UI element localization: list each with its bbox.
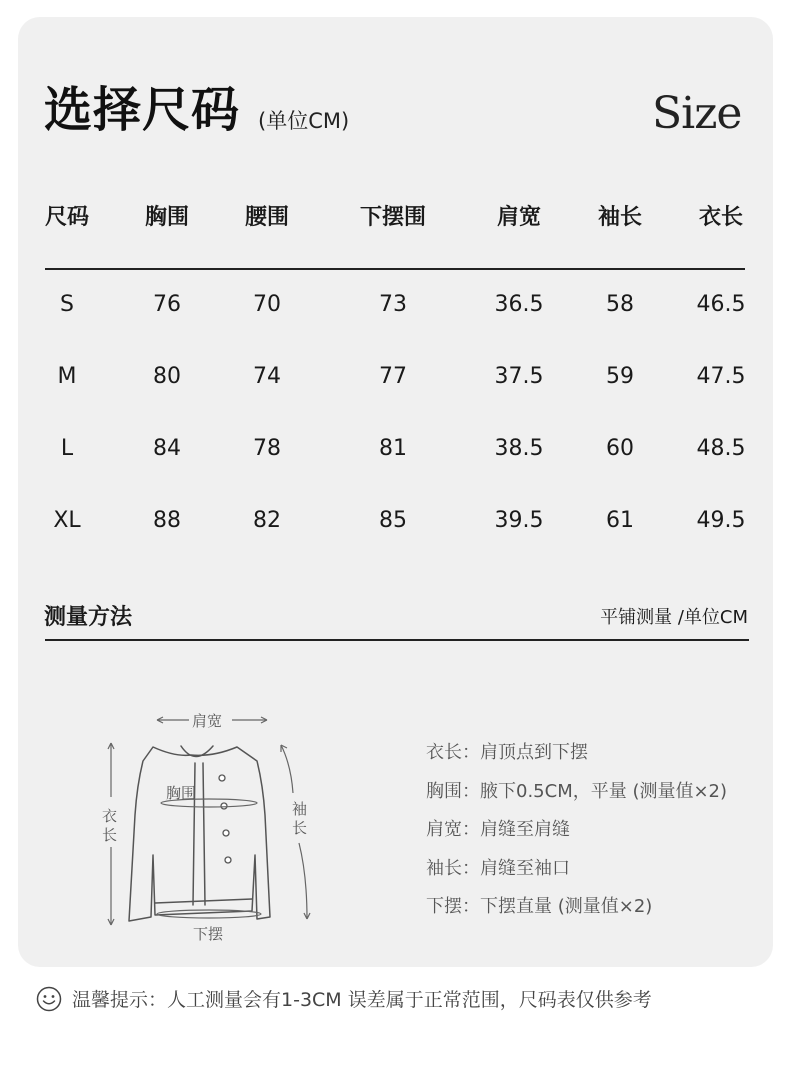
table-cell: 49.5	[696, 508, 746, 533]
col-header-size: 尺码	[44, 205, 90, 230]
table-cell: 70	[253, 292, 281, 317]
diagram-label-hem: 下摆	[193, 925, 224, 943]
method-rule	[45, 639, 749, 641]
definition-label: 袖长：	[426, 857, 480, 879]
table-cell: 37.5	[494, 364, 544, 389]
table-cell: 58	[606, 292, 634, 317]
method-unit: 平铺测量 /单位CM	[600, 607, 748, 628]
method-title: 测量方法	[44, 605, 133, 630]
definition-text: 肩缝至袖口	[480, 857, 570, 879]
definition-row	[426, 777, 727, 816]
table-cell: 76	[153, 292, 181, 317]
table-cell: 47.5	[696, 364, 746, 389]
table-cell: 39.5	[494, 508, 544, 533]
table-cell: 36.5	[494, 292, 544, 317]
table-cell: 77	[379, 364, 407, 389]
table-cell: 82	[253, 508, 281, 533]
definition-text: 下摆直量 (测量值×2)	[480, 896, 653, 917]
table-cell: 88	[153, 508, 181, 533]
col-header-waist: 腰围	[244, 205, 290, 230]
definition-label: 下摆：	[426, 896, 480, 917]
table-cell: 80	[153, 364, 181, 389]
diagram-label-chest: 胸围	[166, 784, 197, 802]
table-header-rule	[45, 268, 745, 270]
col-header-length: 衣长	[698, 205, 744, 230]
definition-row	[426, 854, 727, 893]
definition-row	[426, 815, 727, 854]
title-unit: (单位CM)	[258, 109, 350, 133]
definition-text: 腋下0.5CM，平量 (测量值×2)	[480, 780, 728, 802]
smile-icon	[36, 986, 62, 1012]
diagram-label-length: 衣长	[102, 807, 118, 844]
table-cell: 59	[606, 364, 634, 389]
table-cell: M	[57, 364, 77, 389]
measurement-definitions	[426, 738, 727, 931]
table-cell: 38.5	[494, 436, 544, 461]
definition-row	[426, 892, 727, 931]
table-cell: 60	[606, 436, 634, 461]
table-cell: L	[60, 436, 74, 461]
table-cell: 85	[379, 508, 407, 533]
table-cell: 74	[253, 364, 281, 389]
diagram-label-sleeve: 袖长	[292, 800, 308, 837]
definition-label: 肩宽：	[426, 819, 480, 840]
table-cell: 78	[253, 436, 281, 461]
col-header-chest: 胸围	[144, 205, 190, 230]
table-cell: 73	[379, 292, 407, 317]
diagram-label-shoulder: 肩宽	[192, 712, 223, 730]
table-cell: XL	[53, 508, 81, 533]
jacket-outline-icon	[95, 705, 325, 950]
table-cell: 81	[379, 436, 407, 461]
jacket-diagram	[95, 705, 325, 954]
definition-label: 衣长：	[426, 742, 480, 763]
size-word-logo: Size	[652, 88, 742, 139]
footer-text: 温馨提示：人工测量会有1-3CM 误差属于正常范围，尺码表仅供参考	[72, 989, 652, 1011]
table-cell: 46.5	[696, 292, 746, 317]
definition-text: 肩缝至肩缝	[480, 819, 570, 840]
col-header-shoulder: 肩宽	[496, 205, 542, 230]
table-cell: 84	[153, 436, 181, 461]
col-header-sleeve: 袖长	[597, 205, 643, 230]
definition-text: 肩顶点到下摆	[480, 742, 588, 763]
table-cell: 61	[606, 508, 634, 533]
table-cell: 48.5	[696, 436, 746, 461]
footer-note	[36, 985, 652, 1012]
page-title: 选择尺码	[44, 82, 241, 138]
definition-row	[426, 738, 727, 777]
definition-label: 胸围：	[426, 780, 480, 802]
col-header-hem: 下摆围	[359, 205, 427, 230]
table-cell: S	[60, 292, 74, 317]
